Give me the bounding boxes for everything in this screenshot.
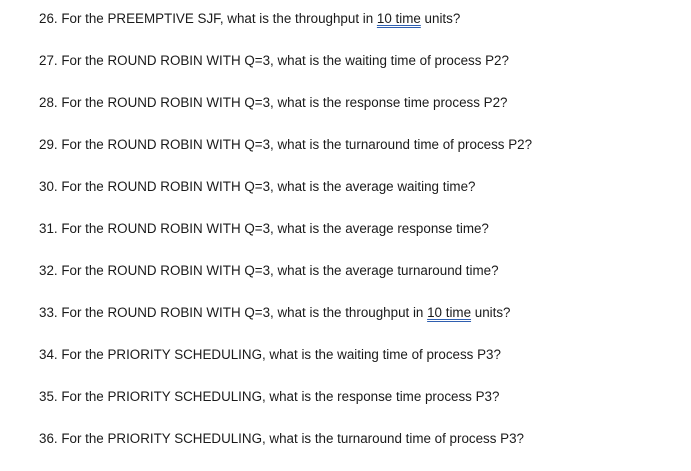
question-text: 33. For the ROUND ROBIN WITH Q=3, what is the throughput in bbox=[39, 305, 428, 320]
question-text: 26. For the PREEMPTIVE SJF, what is the throughput in bbox=[39, 11, 377, 26]
question-35 bbox=[39, 387, 532, 429]
underlined-phrase: 10 time bbox=[427, 305, 472, 320]
question-text: 27. For the ROUND ROBIN WITH Q=3, what is the waiting time of process P2? bbox=[39, 53, 509, 68]
question-text: 36. For the PRIORITY SCHEDULING, what is the turnaround time of process P3? bbox=[39, 431, 524, 446]
question-30 bbox=[39, 177, 532, 219]
question-list bbox=[39, 9, 532, 471]
question-27 bbox=[39, 51, 532, 93]
question-text-end: units? bbox=[420, 11, 461, 26]
question-26 bbox=[39, 9, 532, 51]
question-36 bbox=[39, 429, 532, 471]
question-text: 32. For the ROUND ROBIN WITH Q=3, what is the average turnaround time? bbox=[39, 263, 499, 278]
question-31 bbox=[39, 219, 532, 261]
question-text: 28. For the ROUND ROBIN WITH Q=3, what is the response time process P2? bbox=[39, 95, 508, 110]
question-28 bbox=[39, 93, 532, 135]
question-text: 31. For the ROUND ROBIN WITH Q=3, what is the average response time? bbox=[39, 221, 489, 236]
question-text: 30. For the ROUND ROBIN WITH Q=3, what is the average waiting time? bbox=[39, 179, 476, 194]
question-text: 34. For the PRIORITY SCHEDULING, what is the waiting time of process P3? bbox=[39, 347, 501, 362]
question-text: 29. For the ROUND ROBIN WITH Q=3, what is the turnaround time of process P2? bbox=[39, 137, 533, 152]
question-29 bbox=[39, 135, 532, 177]
question-34 bbox=[39, 345, 532, 387]
question-32 bbox=[39, 261, 532, 303]
underlined-phrase: 10 time bbox=[376, 11, 421, 26]
question-text: 35. For the PRIORITY SCHEDULING, what is the response time process P3? bbox=[39, 389, 500, 404]
question-33 bbox=[39, 303, 532, 345]
question-text-end: units? bbox=[471, 305, 511, 320]
